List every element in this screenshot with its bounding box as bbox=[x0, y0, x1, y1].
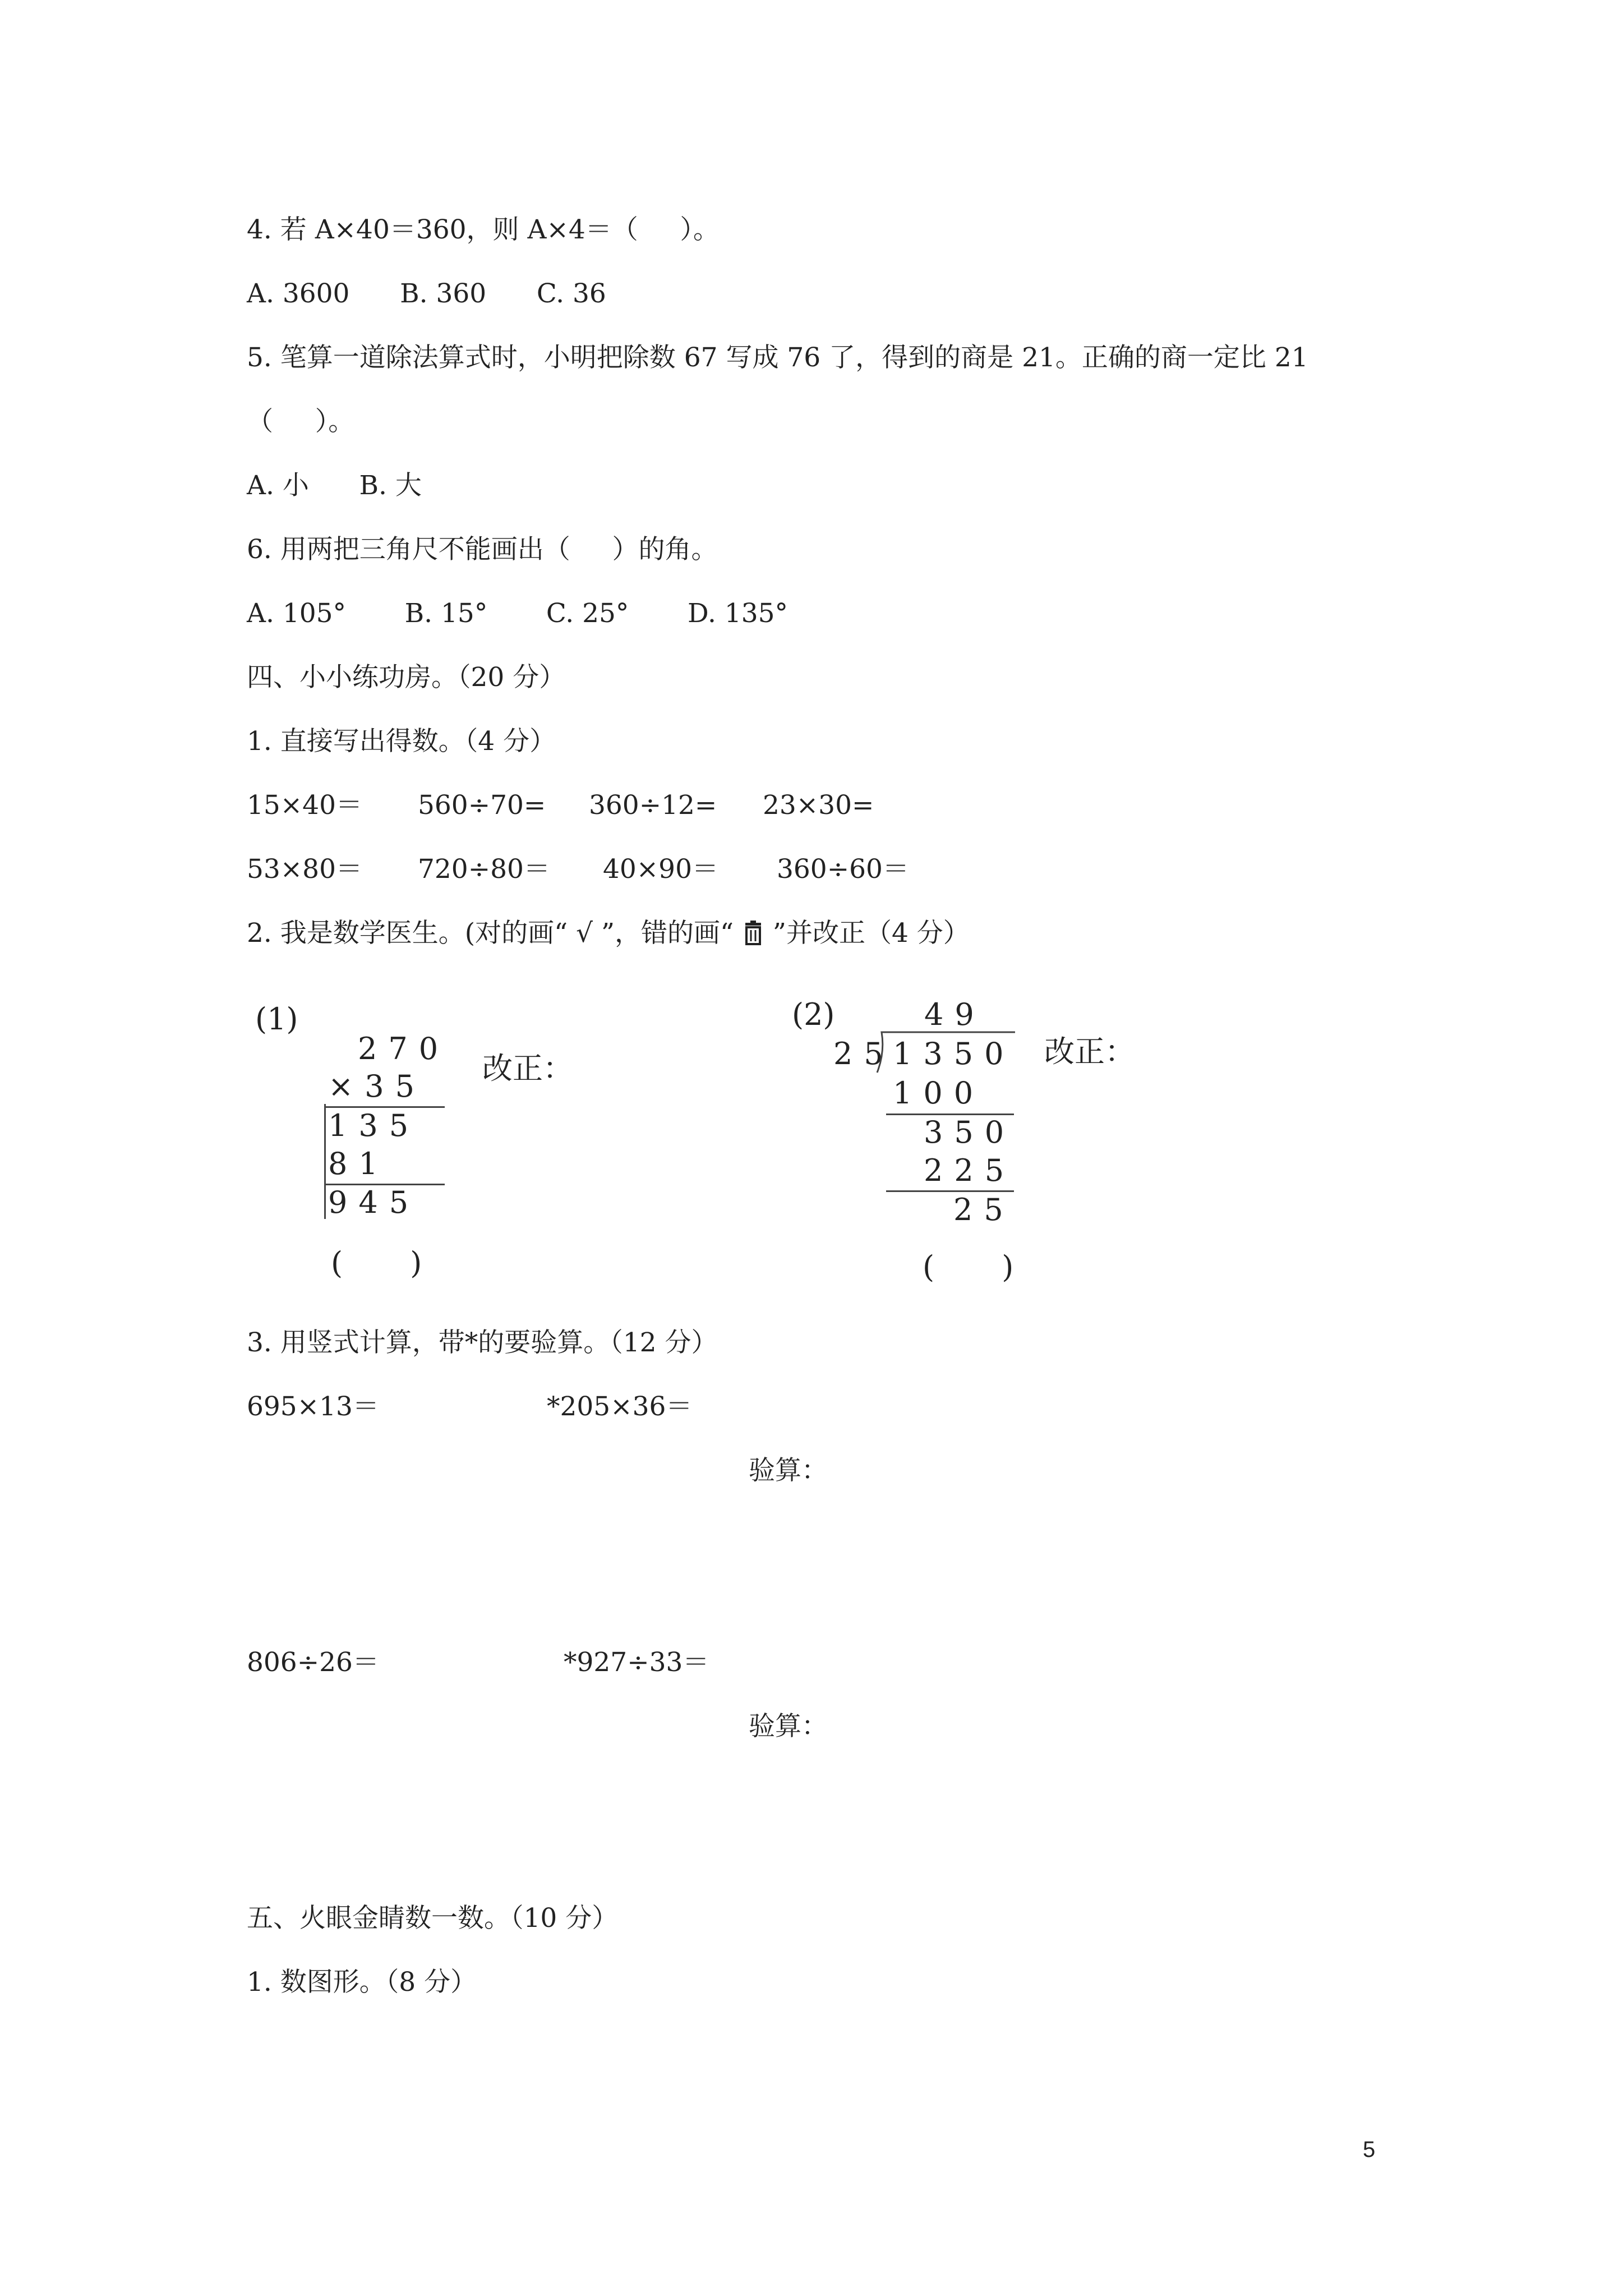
correction-label-2: 改正： bbox=[1044, 1034, 1135, 1069]
correction-label-1: 改正： bbox=[482, 1051, 573, 1086]
vertical-calc-item: *927÷33＝ bbox=[564, 1647, 709, 1678]
mult-line-945: 945 bbox=[328, 1185, 420, 1220]
vertical-calc-item: 695×13＝ bbox=[247, 1391, 379, 1422]
answer-paren-1: ( ) bbox=[331, 1245, 422, 1281]
page-number: 5 bbox=[1363, 2137, 1376, 2162]
mental-math-item: 720÷80＝ bbox=[418, 854, 550, 885]
div-remainder: 25 bbox=[953, 1192, 1015, 1227]
mental-math-item: 15×40＝ bbox=[247, 790, 362, 821]
div-quotient: 49 bbox=[924, 997, 985, 1032]
mult-bracket bbox=[324, 1104, 326, 1219]
vertical-calc-item: *205×36＝ bbox=[547, 1391, 693, 1422]
q4-options: A. 3600 B. 360 C. 36 bbox=[247, 278, 606, 309]
section4-part2-title bbox=[247, 920, 970, 950]
vertical-calc-item: 806÷26＝ bbox=[247, 1647, 379, 1678]
div-dividend: 1350 bbox=[893, 1036, 1015, 1071]
section4-part1-title: 1. 直接写出得数。（4 分） bbox=[247, 726, 556, 757]
section5-part1-title: 1. 数图形。（8 分） bbox=[247, 1967, 477, 1998]
q6-options: A. 105° B. 15° C. 25° D. 135° bbox=[247, 598, 789, 629]
q4-text: 4. 若 A×40＝360，则 A×4＝（ ）。 bbox=[247, 214, 720, 245]
section5-title: 五、火眼金睛数一数。（10 分） bbox=[247, 1903, 619, 1934]
q5-text: 5. 笔算一道除法算式时，小明把除数 67 写成 76 了，得到的商是 21。正确的商一定比 21 bbox=[247, 342, 1308, 373]
mult-line-135: 135 bbox=[328, 1108, 420, 1143]
section4-part3-title: 3. 用竖式计算，带*的要验算。（12 分） bbox=[247, 1327, 718, 1358]
mental-math-item: 23×30= bbox=[763, 790, 874, 821]
div-step-100: 100 bbox=[893, 1075, 985, 1111]
q6-text: 6. 用两把三角尺不能画出（ ）的角。 bbox=[247, 534, 718, 565]
mult-line-81: 81 bbox=[328, 1146, 389, 1181]
div-divisor: 25 bbox=[833, 1036, 895, 1071]
div-step-350: 350 bbox=[924, 1115, 1016, 1150]
mental-math-item: 560÷70= bbox=[418, 790, 546, 821]
mental-math-item: 53×80＝ bbox=[247, 854, 362, 885]
part2-title-end: ”并改正（4 分） bbox=[764, 918, 970, 949]
mental-math-item: 360÷12= bbox=[589, 790, 717, 821]
check-label: 验算： bbox=[749, 1455, 828, 1486]
mult-line-x35: ×35 bbox=[328, 1069, 426, 1104]
mental-math-item: 360÷60＝ bbox=[777, 854, 909, 885]
problem-2-label: (2) bbox=[792, 997, 835, 1032]
cross-mark-icon bbox=[742, 921, 764, 950]
part2-title-start: 2. 我是数学医生。(对的画“ √ ”，错的画“ bbox=[247, 918, 742, 949]
div-step-225: 225 bbox=[924, 1153, 1016, 1188]
mult-line-270: 270 bbox=[358, 1031, 450, 1066]
q5-text-continued: （ ）。 bbox=[247, 406, 355, 437]
section4-title: 四、小小练功房。（20 分） bbox=[247, 662, 566, 693]
mental-math-item: 40×90＝ bbox=[603, 854, 718, 885]
check-label: 验算： bbox=[749, 1711, 828, 1742]
answer-paren-2: ( ) bbox=[923, 1249, 1014, 1285]
q5-options: A. 小 B. 大 bbox=[247, 470, 422, 501]
problem-1-label: (1) bbox=[255, 1001, 298, 1037]
